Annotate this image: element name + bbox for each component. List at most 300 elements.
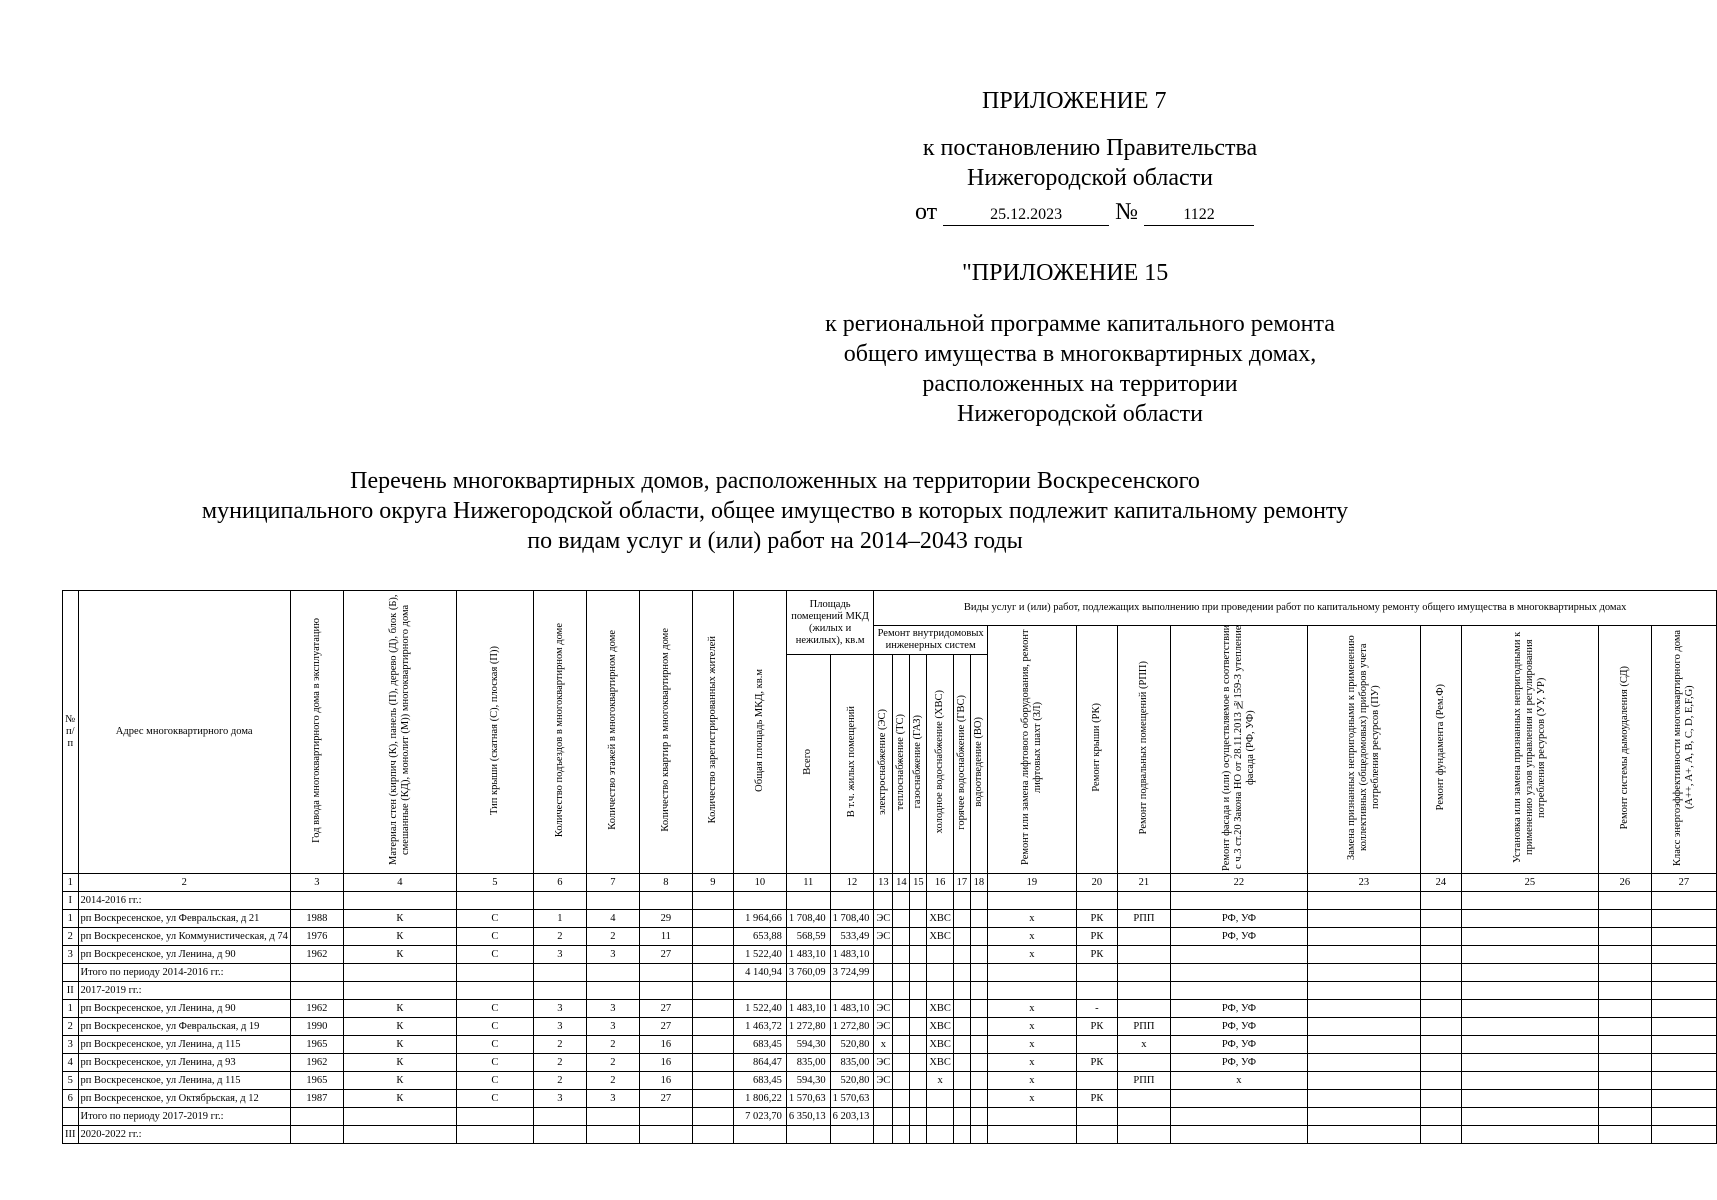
column-number-cell: 14: [893, 874, 910, 892]
table-cell: рп Воскресенское, ул Октябрьская, д 12: [78, 1090, 290, 1108]
table-cell: 1988: [290, 910, 343, 928]
table-cell: [1117, 1054, 1170, 1072]
table-cell: 27: [639, 1000, 692, 1018]
col-header-meters-install: Установка или замена признанных непригодными к применению узлов управления и регулирования потребления ресурсов (УУ, УР): [1461, 626, 1598, 874]
table-cell: [1461, 946, 1598, 964]
table-cell: 2017-2019 гг.:: [78, 982, 290, 1000]
table-cell: РФ, УФ: [1170, 1018, 1307, 1036]
table-cell: [987, 964, 1076, 982]
col-header-residents: Количество зарегистрированных жителей: [692, 591, 733, 874]
col-header-address: Адрес многоквартирного дома: [78, 591, 290, 874]
table-cell: 27: [639, 1018, 692, 1036]
table-cell: 2: [586, 1036, 639, 1054]
table-cell: [1420, 1054, 1461, 1072]
col-header-vo: водоотведение (ВО): [970, 655, 987, 874]
table-cell: [1117, 928, 1170, 946]
table-cell: [927, 892, 954, 910]
table-cell: ХВС: [927, 1036, 954, 1054]
table-cell: РК: [1076, 946, 1117, 964]
table-row: [63, 892, 1717, 910]
table-cell: [733, 1126, 786, 1144]
table-cell: х: [874, 1036, 893, 1054]
program-line: Нижегородской области: [956, 401, 1204, 427]
appendix-7-title: ПРИЛОЖЕНИЕ 7: [982, 88, 1167, 114]
table-cell: 520,80: [830, 1036, 874, 1054]
table-cell: [639, 1108, 692, 1126]
table-cell: 27: [639, 1090, 692, 1108]
table-cell: [692, 946, 733, 964]
column-number-cell: 26: [1598, 874, 1651, 892]
table-row: [63, 928, 1717, 946]
table-cell: [910, 1108, 927, 1126]
table-cell: х: [1170, 1072, 1307, 1090]
column-number-cell: 9: [692, 874, 733, 892]
table-cell: рп Воскресенское, ул Февральская, д 21: [78, 910, 290, 928]
col-header-works-group: Виды услуг и (или) работ, подлежащих выполнению при проведении работ по капитальному ремонту общего имущества в многоквартирных домах: [874, 591, 1717, 626]
table-cell: 1990: [290, 1018, 343, 1036]
table-cell: [1598, 1108, 1651, 1126]
table-row: [63, 1090, 1717, 1108]
table-cell: х: [987, 928, 1076, 946]
table-cell: 3: [63, 946, 79, 964]
table-cell: [786, 1126, 830, 1144]
table-cell: [1420, 910, 1461, 928]
table-cell: 6 203,13: [830, 1108, 874, 1126]
table-cell: [1461, 928, 1598, 946]
col-header-area-all: Всего: [786, 655, 830, 874]
table-cell: [343, 1108, 456, 1126]
column-number-cell: 17: [953, 874, 970, 892]
table-cell: [456, 1108, 533, 1126]
table-cell: [1651, 982, 1716, 1000]
table-cell: 1 964,66: [733, 910, 786, 928]
table-cell: [893, 1108, 910, 1126]
table-cell: [970, 928, 987, 946]
column-number-cell: 20: [1076, 874, 1117, 892]
table-cell: х: [987, 910, 1076, 928]
table-cell: [970, 1126, 987, 1144]
column-number-cell: 12: [830, 874, 874, 892]
table-cell: 16: [639, 1072, 692, 1090]
table-cell: 1962: [290, 1000, 343, 1018]
table-cell: [893, 892, 910, 910]
column-number-cell: 10: [733, 874, 786, 892]
table-cell: К: [343, 1072, 456, 1090]
table-cell: [1598, 982, 1651, 1000]
table-cell: [1117, 1108, 1170, 1126]
table-cell: [1307, 1054, 1420, 1072]
table-cell: [1461, 910, 1598, 928]
table-cell: [893, 1018, 910, 1036]
table-cell: 16: [639, 1036, 692, 1054]
table-cell: [290, 892, 343, 910]
table-cell: [987, 892, 1076, 910]
column-number-cell: 16: [927, 874, 954, 892]
table-cell: 594,30: [786, 1072, 830, 1090]
table-cell: 2: [533, 1072, 586, 1090]
table-cell: [290, 964, 343, 982]
table-cell: 1965: [290, 1072, 343, 1090]
table-cell: рп Воскресенское, ул Ленина, д 115: [78, 1036, 290, 1054]
table-cell: [953, 892, 970, 910]
table-cell: [1420, 1018, 1461, 1036]
col-header-total-area: Общая площадь МКД, кв.м: [733, 591, 786, 874]
table-cell: х: [927, 1072, 954, 1090]
col-header-es: электроснабжение (ЭС): [874, 655, 893, 874]
table-cell: [1307, 982, 1420, 1000]
table-cell: х: [987, 1018, 1076, 1036]
table-cell: [953, 1090, 970, 1108]
column-number-cell: 13: [874, 874, 893, 892]
table-cell: [893, 982, 910, 1000]
table-cell: [1170, 1108, 1307, 1126]
table-cell: [692, 1036, 733, 1054]
table-cell: [1598, 964, 1651, 982]
table-cell: 29: [639, 910, 692, 928]
table-cell: К: [343, 910, 456, 928]
table-cell: 3: [533, 946, 586, 964]
table-cell: [893, 946, 910, 964]
table-cell: [910, 1000, 927, 1018]
table-cell: [874, 1090, 893, 1108]
table-cell: 3 724,99: [830, 964, 874, 982]
table-cell: РФ, УФ: [1170, 1036, 1307, 1054]
table-cell: 3: [586, 1000, 639, 1018]
table-cell: [1420, 1108, 1461, 1126]
table-cell: [1076, 892, 1117, 910]
table-cell: [1117, 946, 1170, 964]
col-header-gvs: горячее водоснабжение (ГВС): [953, 655, 970, 874]
table-cell: 2: [63, 928, 79, 946]
table-cell: РК: [1076, 1054, 1117, 1072]
table-cell: [1170, 946, 1307, 964]
table-cell: 1 483,10: [786, 1000, 830, 1018]
table-cell: С: [456, 946, 533, 964]
table-cell: [733, 892, 786, 910]
table-cell: II: [63, 982, 79, 1000]
table-cell: [1651, 964, 1716, 982]
table-cell: [953, 1072, 970, 1090]
column-number-cell: 3: [290, 874, 343, 892]
date-number-line: [915, 197, 1254, 227]
table-cell: [1076, 982, 1117, 1000]
table-cell: ЭС: [874, 1018, 893, 1036]
table-cell: [953, 910, 970, 928]
table-cell: 1 806,22: [733, 1090, 786, 1108]
table-cell: [692, 982, 733, 1000]
table-cell: Итого по периоду 2017-2019 гг.:: [78, 1108, 290, 1126]
table-cell: 1962: [290, 1054, 343, 1072]
table-cell: [1307, 1018, 1420, 1036]
table-cell: РК: [1076, 928, 1117, 946]
table-cell: 6 350,13: [786, 1108, 830, 1126]
table-cell: [874, 1108, 893, 1126]
table-cell: рп Воскресенское, ул Ленина, д 93: [78, 1054, 290, 1072]
table-row: [63, 1126, 1717, 1144]
table-cell: [970, 1036, 987, 1054]
table-cell: 3 760,09: [786, 964, 830, 982]
table-cell: [1461, 1072, 1598, 1090]
table-row: [63, 946, 1717, 964]
table-cell: [1598, 1054, 1651, 1072]
table-cell: 3: [586, 1090, 639, 1108]
table-row: [63, 1000, 1717, 1018]
column-number-row: [63, 874, 1717, 892]
document-title: [60, 466, 1490, 556]
table-cell: [927, 964, 954, 982]
table-cell: [1461, 982, 1598, 1000]
column-number-cell: 18: [970, 874, 987, 892]
table-cell: [970, 1054, 987, 1072]
table-cell: К: [343, 1000, 456, 1018]
table-cell: [692, 1072, 733, 1090]
col-header-smoke: Ремонт системы дымоудаления (СД): [1598, 626, 1651, 874]
table-cell: [927, 946, 954, 964]
table-cell: С: [456, 1072, 533, 1090]
col-header-facade: Ремонт фасада и (или) осуществляемое в соответствии с ч.3 ст.20 Закона НО от 28.11.2013 №159-З утепление фасада (РФ, УФ): [1170, 626, 1307, 874]
table-cell: [692, 1054, 733, 1072]
table-cell: [1307, 1000, 1420, 1018]
table-cell: х: [987, 1090, 1076, 1108]
table-cell: 533,49: [830, 928, 874, 946]
table-cell: х: [1117, 1036, 1170, 1054]
table-cell: [1651, 910, 1716, 928]
table-cell: [893, 1000, 910, 1018]
table-cell: С: [456, 1000, 533, 1018]
table-cell: 1 570,63: [830, 1090, 874, 1108]
table-cell: [1170, 1090, 1307, 1108]
table-cell: [692, 1126, 733, 1144]
table-cell: [1598, 1126, 1651, 1144]
table-cell: РК: [1076, 1090, 1117, 1108]
table-cell: [786, 892, 830, 910]
table-cell: РФ, УФ: [1170, 1000, 1307, 1018]
table-cell: [830, 892, 874, 910]
table-cell: [533, 892, 586, 910]
table-row: [63, 1036, 1717, 1054]
table-cell: [910, 964, 927, 982]
table-cell: 1 272,80: [830, 1018, 874, 1036]
program-line: расположенных на территории: [922, 371, 1238, 397]
table-cell: [1651, 928, 1716, 946]
table-cell: 3: [586, 946, 639, 964]
table-row: [63, 1108, 1717, 1126]
col-header-flats: Количество квартир в многоквартирном доме: [639, 591, 692, 874]
table-cell: 1976: [290, 928, 343, 946]
table-cell: [639, 892, 692, 910]
table-cell: 835,00: [830, 1054, 874, 1072]
table-cell: [1076, 964, 1117, 982]
table-cell: [1651, 1018, 1716, 1036]
table-cell: [692, 1090, 733, 1108]
col-header-energy-class: Класс энергоэффективности многоквартирного дома (A++, A+, A, B, C, D, E,F,G): [1651, 626, 1716, 874]
table-cell: [970, 1000, 987, 1018]
column-number-cell: 7: [586, 874, 639, 892]
table-cell: [1598, 1000, 1651, 1018]
col-header-meters-replace: Замена признанных непригодными к применению коллективных (общедомовых) приборов учета потребления ресурсов (ПУ): [1307, 626, 1420, 874]
table-cell: 2: [533, 928, 586, 946]
table-cell: [987, 982, 1076, 1000]
date-prefix: от: [915, 199, 938, 225]
table-cell: [927, 1090, 954, 1108]
table-cell: [456, 964, 533, 982]
table-cell: [639, 1126, 692, 1144]
column-number-cell: 23: [1307, 874, 1420, 892]
table-cell: [953, 982, 970, 1000]
resolution-number: 1122: [1144, 205, 1254, 226]
table-cell: [830, 1126, 874, 1144]
col-header-basement: Ремонт подвальных помещений (РПП): [1117, 626, 1170, 874]
table-cell: К: [343, 1054, 456, 1072]
table-cell: [692, 910, 733, 928]
col-header-ts: теплоснабжение (ТС): [893, 655, 910, 874]
table-cell: [343, 1126, 456, 1144]
table-cell: [1307, 1126, 1420, 1144]
table-cell: [1651, 946, 1716, 964]
table-cell: [1651, 1108, 1716, 1126]
table-cell: [1420, 928, 1461, 946]
table-cell: [1307, 910, 1420, 928]
table-cell: [1598, 910, 1651, 928]
appendix-15-title: "ПРИЛОЖЕНИЕ 15: [962, 260, 1169, 286]
table-cell: х: [987, 1036, 1076, 1054]
table-cell: [343, 892, 456, 910]
table-cell: [953, 946, 970, 964]
table-cell: [910, 892, 927, 910]
table-cell: [893, 1054, 910, 1072]
column-number-cell: 25: [1461, 874, 1598, 892]
table-cell: 11: [639, 928, 692, 946]
table-cell: 5: [63, 1072, 79, 1090]
table-cell: 594,30: [786, 1036, 830, 1054]
table-cell: рп Воскресенское, ул Февральская, д 19: [78, 1018, 290, 1036]
table-cell: [970, 892, 987, 910]
table-cell: [910, 1090, 927, 1108]
table-cell: [1461, 1126, 1598, 1144]
table-cell: 1: [533, 910, 586, 928]
table-cell: 1: [63, 910, 79, 928]
col-header-floors: Количество этажей в многоквартирном доме: [586, 591, 639, 874]
table-cell: [456, 1126, 533, 1144]
table-cell: [1117, 1090, 1170, 1108]
table-cell: 1 483,10: [830, 1000, 874, 1018]
table-cell: С: [456, 1054, 533, 1072]
table-cell: 2: [533, 1054, 586, 1072]
table-cell: [910, 1072, 927, 1090]
table-cell: ЭС: [874, 1054, 893, 1072]
table-cell: К: [343, 1090, 456, 1108]
table-cell: [1651, 1126, 1716, 1144]
table-cell: [910, 946, 927, 964]
table-cell: 2020-2022 гг.:: [78, 1126, 290, 1144]
table-cell: [970, 982, 987, 1000]
column-number-cell: 5: [456, 874, 533, 892]
table-cell: [1461, 892, 1598, 910]
table-cell: [874, 982, 893, 1000]
column-number-cell: 22: [1170, 874, 1307, 892]
table-cell: [970, 1072, 987, 1090]
table-cell: [1420, 892, 1461, 910]
table-cell: [1420, 1000, 1461, 1018]
houses-table: [62, 590, 1717, 1144]
table-cell: [1420, 1036, 1461, 1054]
table-cell: РФ, УФ: [1170, 910, 1307, 928]
table-cell: 3: [63, 1036, 79, 1054]
table-cell: [1461, 1090, 1598, 1108]
table-cell: 2014-2016 гг.:: [78, 892, 290, 910]
table-cell: [1461, 1036, 1598, 1054]
table-cell: [456, 982, 533, 1000]
table-cell: [1170, 892, 1307, 910]
table-cell: 568,59: [786, 928, 830, 946]
table-cell: [692, 892, 733, 910]
col-header-lift: Ремонт или замена лифтового оборудования, ремонт лифтовых шахт (ЗЛ): [987, 626, 1076, 874]
table-cell: ЭС: [874, 928, 893, 946]
table-cell: [1420, 1126, 1461, 1144]
col-header-gas: газоснабжение (ГАЗ): [910, 655, 927, 874]
table-cell: [692, 1018, 733, 1036]
table-cell: 2: [63, 1018, 79, 1036]
table-cell: [893, 928, 910, 946]
table-cell: [1420, 946, 1461, 964]
table-cell: [910, 928, 927, 946]
table-cell: [1307, 1036, 1420, 1054]
col-header-num: № п/п: [63, 591, 79, 874]
table-cell: [910, 910, 927, 928]
table-cell: [1598, 1072, 1651, 1090]
table-cell: 520,80: [830, 1072, 874, 1090]
column-number-cell: 15: [910, 874, 927, 892]
table-cell: [1117, 982, 1170, 1000]
table-cell: РПП: [1117, 1072, 1170, 1090]
table-cell: [533, 1108, 586, 1126]
table-cell: [1170, 982, 1307, 1000]
table-cell: [1598, 946, 1651, 964]
table-cell: [1420, 982, 1461, 1000]
table-cell: С: [456, 1090, 533, 1108]
column-number-cell: 19: [987, 874, 1076, 892]
table-cell: [533, 964, 586, 982]
table-cell: 4: [63, 1054, 79, 1072]
table-cell: [1307, 928, 1420, 946]
table-cell: [1598, 892, 1651, 910]
column-number-cell: 27: [1651, 874, 1716, 892]
table-cell: [1598, 1018, 1651, 1036]
table-cell: [1461, 1018, 1598, 1036]
table-cell: рп Воскресенское, ул Коммунистическая, д 74: [78, 928, 290, 946]
table-cell: 1 570,63: [786, 1090, 830, 1108]
table-cell: [1117, 1126, 1170, 1144]
table-cell: 1 483,10: [830, 946, 874, 964]
program-caption: [760, 309, 1400, 429]
table-cell: [970, 910, 987, 928]
table-cell: С: [456, 1018, 533, 1036]
table-cell: ХВС: [927, 928, 954, 946]
table-cell: х: [987, 1054, 1076, 1072]
table-cell: [953, 1108, 970, 1126]
table-cell: [970, 964, 987, 982]
col-header-entrances: Количество подъездов в многоквартирном доме: [533, 591, 586, 874]
table-cell: 1 708,40: [830, 910, 874, 928]
table-cell: 683,45: [733, 1072, 786, 1090]
table-cell: К: [343, 928, 456, 946]
column-number-cell: 1: [63, 874, 79, 892]
col-header-material: Материал стен (кирпич (К), панель (П), дерево (Д), блок (Б), смешанные (КД), монолит (М)) многоквартирного дома: [343, 591, 456, 874]
table-cell: х: [987, 1000, 1076, 1018]
table-cell: [1651, 1054, 1716, 1072]
col-header-roof-repair: Ремонт крыши (РК): [1076, 626, 1117, 874]
table-cell: [910, 982, 927, 1000]
